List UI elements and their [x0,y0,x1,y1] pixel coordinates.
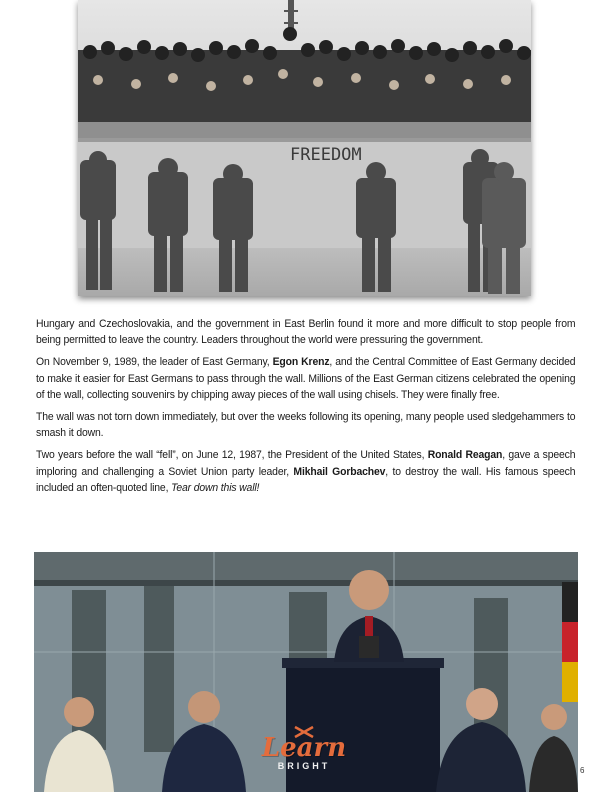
learn-bright-logo [256,735,352,785]
berlin-wall-crowd-photo-icon [78,0,531,296]
logo-subtitle: BRIGHT [277,761,331,771]
page-number: 6 [580,766,585,775]
paragraph [36,409,575,441]
berlin-wall-photo [78,0,531,296]
paragraph-text: The wall was not torn down immediately, but over the weeks following its opening, many people used sledgehammers to smash it down. [36,411,576,440]
paragraph [36,354,575,403]
paragraph-text: Hungary and Czechoslovakia, and the government in East Berlin found it more and more difficult to stop people from being permitted to leave the country. Leaders throughout the world were pressuring the government. [36,318,576,347]
paragraph [36,447,575,496]
bold-name: Mikhail Gorbachev [293,465,386,478]
paragraph-text: , to destroy the wall. His famous speech included an often-quoted line, [36,465,576,494]
paragraph-text: Two years before the wall “fell”, on June 12, 1987, the President of the United States, [36,449,428,462]
freedom-graffiti: FREEDOM [290,145,362,165]
paragraph-text: , and the Central Committee of East Germany decided to make it easier for East Germans to pass through the wall. Millions of the East German citizens celebrated the opening of the wall, collecting souvenirs by chipping away pieces of the wall using chisels. They were finally free. [36,356,576,401]
paragraph-text: , gave a speech imploring and challenging a Soviet Union party leader, [36,449,576,478]
paragraph-text: On November 9, 1989, the leader of East Germany, [36,356,273,369]
italic-quote: Tear down this wall! [171,481,260,494]
crossed-pencils-icon [292,725,316,739]
paragraph [36,316,575,348]
bold-name: Ronald Reagan [427,449,503,462]
article-body [36,316,575,502]
bold-name: Egon Krenz [272,356,330,369]
logo-word: Learn [261,733,347,763]
